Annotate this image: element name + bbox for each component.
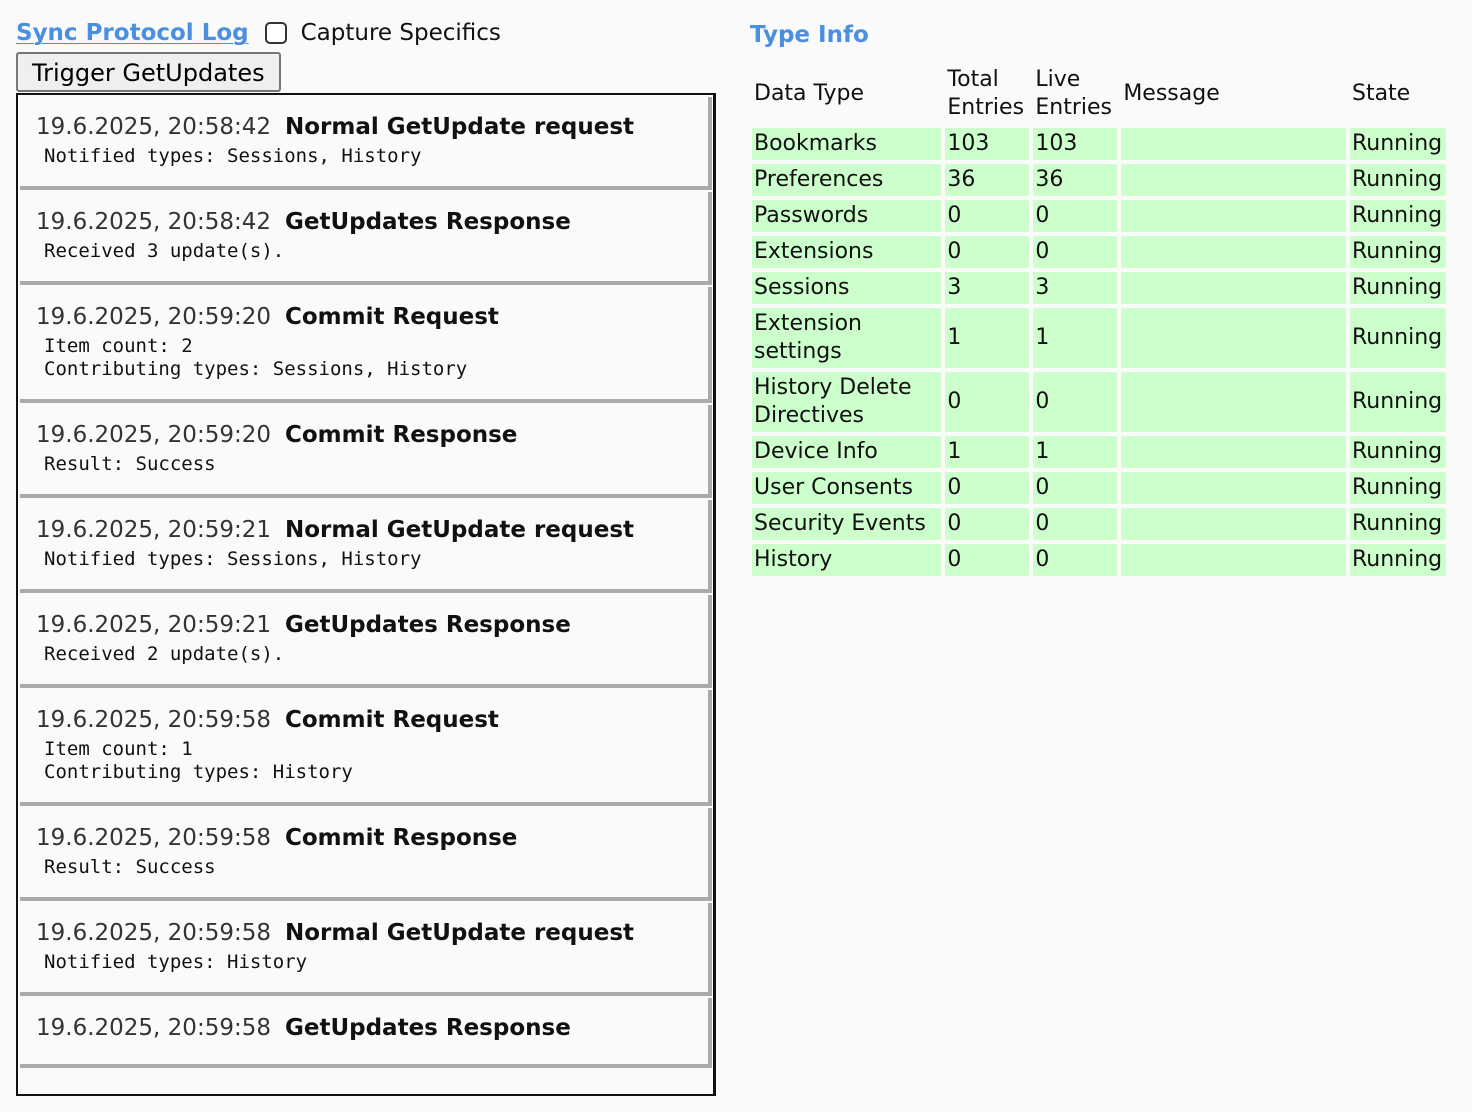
type-info-row xyxy=(752,128,1446,160)
total-entries-cell: 3 xyxy=(945,272,1029,304)
live-entries-cell: 1 xyxy=(1033,308,1117,368)
data-type-cell: History xyxy=(752,544,941,576)
type-info-table xyxy=(748,60,1450,580)
log-entry-timestamp: 19.6.2025, 20:59:20 xyxy=(36,422,271,448)
log-entry-title: Commit Request xyxy=(284,707,499,733)
message-cell xyxy=(1121,544,1346,576)
data-type-cell: Device Info xyxy=(752,436,941,468)
log-entry-head xyxy=(36,820,708,856)
log-entry-title: GetUpdates Response xyxy=(284,612,571,638)
state-cell: Running xyxy=(1350,164,1446,196)
state-cell: Running xyxy=(1350,508,1446,540)
col-live-entries: Live Entries xyxy=(1035,67,1112,120)
log-entry xyxy=(20,998,712,1068)
log-entry-timestamp: 19.6.2025, 20:59:58 xyxy=(36,920,271,946)
data-type-cell: Security Events xyxy=(752,508,941,540)
log-entry xyxy=(20,903,712,996)
log-entry-timestamp: 19.6.2025, 20:58:42 xyxy=(36,114,271,140)
col-state: State xyxy=(1351,81,1411,106)
state-cell: Running xyxy=(1350,200,1446,232)
message-cell xyxy=(1121,472,1346,504)
message-cell xyxy=(1121,164,1346,196)
live-entries-cell: 0 xyxy=(1033,544,1117,576)
type-info-header-row xyxy=(752,64,1446,124)
log-entry-timestamp: 19.6.2025, 20:59:21 xyxy=(36,612,271,638)
state-cell: Running xyxy=(1350,308,1446,368)
log-entry-details: Received 3 update(s). xyxy=(44,240,285,262)
col-total-entries: Total Entries xyxy=(947,67,1025,120)
data-type-cell: Bookmarks xyxy=(752,128,941,160)
trigger-getupdates-button[interactable]: Trigger GetUpdates xyxy=(16,52,281,92)
message-cell xyxy=(1121,308,1346,368)
type-info-panel xyxy=(750,14,1450,580)
state-cell: Running xyxy=(1350,128,1446,160)
col-data-type: Data Type xyxy=(754,81,865,106)
log-entry-title: GetUpdates Response xyxy=(284,1015,571,1041)
state-cell: Running xyxy=(1350,544,1446,576)
live-entries-cell: 0 xyxy=(1033,200,1117,232)
log-header xyxy=(16,14,718,52)
type-info-row xyxy=(752,164,1446,196)
total-entries-cell: 0 xyxy=(945,372,1029,432)
data-type-cell: History Delete Directives xyxy=(752,372,941,432)
log-entry-title: Normal GetUpdate request xyxy=(284,114,635,140)
total-entries-cell: 0 xyxy=(945,200,1029,232)
state-cell: Running xyxy=(1350,436,1446,468)
log-entry xyxy=(20,808,712,901)
live-entries-cell: 3 xyxy=(1033,272,1117,304)
total-entries-cell: 0 xyxy=(945,472,1029,504)
log-entry-head xyxy=(36,417,708,453)
log-entry-timestamp: 19.6.2025, 20:59:58 xyxy=(36,707,271,733)
message-cell xyxy=(1121,372,1346,432)
log-entry-title: Commit Request xyxy=(284,304,499,330)
log-entry xyxy=(20,595,712,688)
log-entry-details: Result: Success xyxy=(44,453,216,475)
log-entry xyxy=(20,690,712,806)
log-entry-details: Notified types: Sessions, History xyxy=(44,145,422,167)
log-entry-head xyxy=(36,299,708,335)
log-entry-timestamp: 19.6.2025, 20:59:58 xyxy=(36,825,271,851)
log-entry xyxy=(20,97,712,190)
data-type-cell: Preferences xyxy=(752,164,941,196)
total-entries-cell: 0 xyxy=(945,544,1029,576)
sync-protocol-log-panel xyxy=(16,14,718,92)
log-entry-timestamp: 19.6.2025, 20:59:20 xyxy=(36,304,271,330)
log-entry-title: Normal GetUpdate request xyxy=(284,920,635,946)
total-entries-cell: 36 xyxy=(945,164,1029,196)
type-info-row xyxy=(752,508,1446,540)
state-cell: Running xyxy=(1350,372,1446,432)
live-entries-cell: 0 xyxy=(1033,372,1117,432)
state-cell: Running xyxy=(1350,236,1446,268)
protocol-log-list[interactable] xyxy=(16,93,716,1096)
type-info-row xyxy=(752,236,1446,268)
log-entry-head xyxy=(36,204,708,240)
live-entries-cell: 0 xyxy=(1033,236,1117,268)
live-entries-cell: 0 xyxy=(1033,508,1117,540)
capture-specifics-checkbox[interactable] xyxy=(265,22,287,44)
type-info-row xyxy=(752,472,1446,504)
live-entries-cell: 103 xyxy=(1033,128,1117,160)
col-message: Message xyxy=(1123,81,1220,106)
log-entry-details: Item count: 2 Contributing types: Sessions, History xyxy=(44,335,468,380)
live-entries-cell: 1 xyxy=(1033,436,1117,468)
log-entry-timestamp: 19.6.2025, 20:58:42 xyxy=(36,209,271,235)
message-cell xyxy=(1121,436,1346,468)
log-entry-details: Notified types: History xyxy=(44,951,308,973)
log-entry-timestamp: 19.6.2025, 20:59:21 xyxy=(36,517,271,543)
type-info-row xyxy=(752,544,1446,576)
message-cell xyxy=(1121,272,1346,304)
type-info-header xyxy=(750,14,1450,56)
log-entry-title: Commit Response xyxy=(284,422,518,448)
total-entries-cell: 0 xyxy=(945,236,1029,268)
type-info-title[interactable]: Type Info xyxy=(750,22,869,48)
log-entry-title: GetUpdates Response xyxy=(284,209,571,235)
total-entries-cell: 1 xyxy=(945,436,1029,468)
total-entries-cell: 1 xyxy=(945,308,1029,368)
total-entries-cell: 103 xyxy=(945,128,1029,160)
data-type-cell: Extensions xyxy=(752,236,941,268)
log-entry xyxy=(20,500,712,593)
type-info-row xyxy=(752,372,1446,432)
message-cell xyxy=(1121,236,1346,268)
log-entry-head xyxy=(36,1010,708,1046)
message-cell xyxy=(1121,508,1346,540)
log-entry-details: Notified types: Sessions, History xyxy=(44,548,422,570)
data-type-cell: Extension settings xyxy=(752,308,941,368)
log-entry-details: Item count: 1 Contributing types: History xyxy=(44,738,353,783)
log-entry xyxy=(20,287,712,403)
log-entry-title: Commit Response xyxy=(284,825,518,851)
data-type-cell: User Consents xyxy=(752,472,941,504)
type-info-row xyxy=(752,272,1446,304)
log-entry-head xyxy=(36,512,708,548)
log-entry-head xyxy=(36,109,708,145)
state-cell: Running xyxy=(1350,272,1446,304)
log-entry-head xyxy=(36,702,708,738)
total-entries-cell: 0 xyxy=(945,508,1029,540)
type-info-row xyxy=(752,436,1446,468)
message-cell xyxy=(1121,200,1346,232)
sync-protocol-log-title[interactable]: Sync Protocol Log xyxy=(16,20,249,46)
log-entry-timestamp: 19.6.2025, 20:59:58 xyxy=(36,1015,271,1041)
live-entries-cell: 0 xyxy=(1033,472,1117,504)
log-entry-head xyxy=(36,915,708,951)
type-info-row xyxy=(752,308,1446,368)
log-entry xyxy=(20,192,712,285)
log-entry-title: Normal GetUpdate request xyxy=(284,517,635,543)
data-type-cell: Sessions xyxy=(752,272,941,304)
log-entry xyxy=(20,405,712,498)
log-entry-details: Result: Success xyxy=(44,856,216,878)
log-entry-details: Received 2 update(s). xyxy=(44,643,285,665)
message-cell xyxy=(1121,128,1346,160)
log-entry-head xyxy=(36,607,708,643)
live-entries-cell: 36 xyxy=(1033,164,1117,196)
state-cell: Running xyxy=(1350,472,1446,504)
data-type-cell: Passwords xyxy=(752,200,941,232)
type-info-row xyxy=(752,200,1446,232)
capture-specifics-label[interactable]: Capture Specifics xyxy=(300,20,501,46)
